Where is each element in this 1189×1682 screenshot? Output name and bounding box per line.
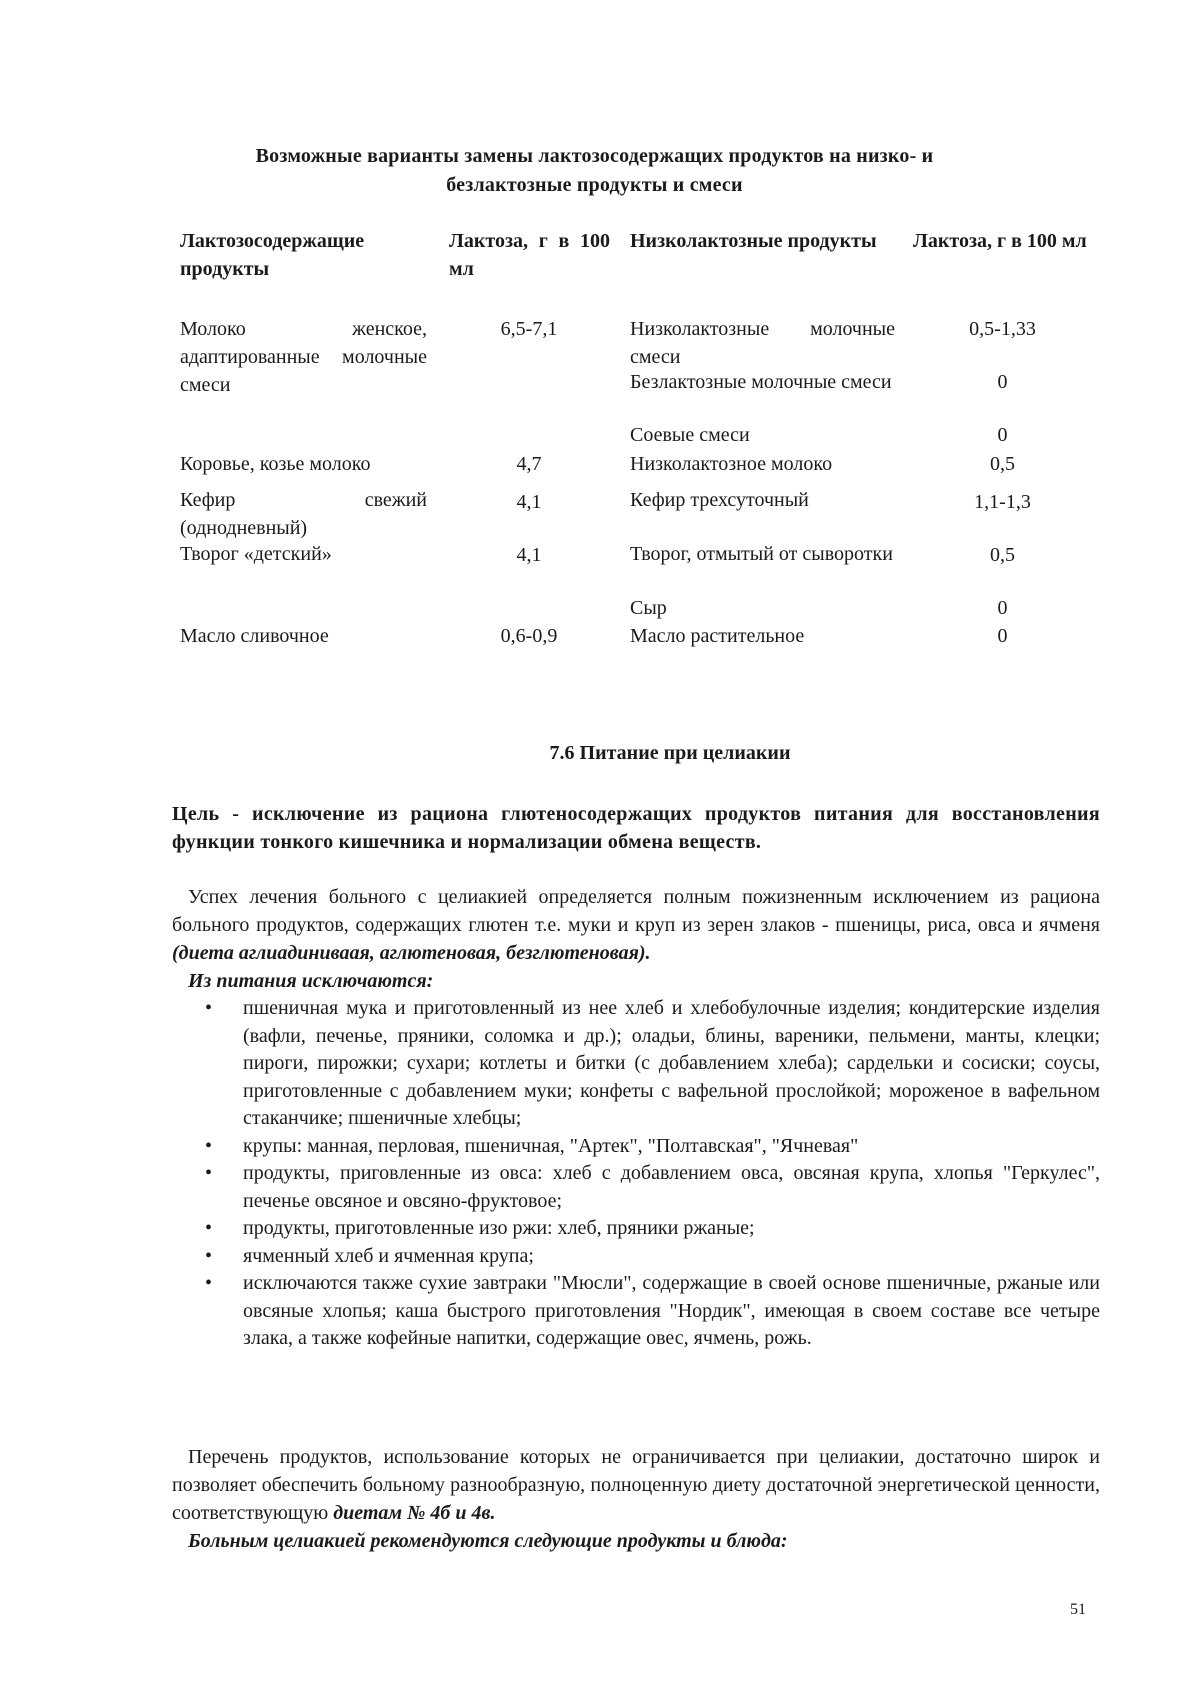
list-item bbox=[205, 1270, 1100, 1353]
table-cell-product: Творог «детский» bbox=[180, 543, 332, 565]
list-item bbox=[205, 1215, 1100, 1243]
list-item-text: продукты, приготовленные изо ржи: хлеб, пряники ржаные; bbox=[243, 1217, 755, 1239]
paragraph-emphasis: (диета аглиадиниваая, аглютеновая, безглютеновая). bbox=[172, 942, 651, 964]
table-cell-alt-product: Масло растительное bbox=[630, 625, 805, 647]
bullet-icon: • bbox=[205, 1162, 213, 1184]
table-cell-product: Масло сливочное bbox=[180, 625, 329, 647]
table-cell-lactose: 4,1 bbox=[516, 491, 542, 513]
recommended-heading: Больным целиакией рекомендуются следующие продукты и блюда: bbox=[188, 1530, 788, 1552]
table-cell-alt-product: Низколактозное молоко bbox=[630, 453, 833, 475]
table-cell-product: Коровье, козье молоко bbox=[180, 453, 371, 475]
table-cell-alt-lactose: 0 bbox=[997, 424, 1008, 446]
paragraph-text: Успех лечения больного с целиакией определяется полным пожизненным исключением из рациона больного продуктов, содержащих глютен т.е. муки и круп из зерен злаков - пшеницы, риса, овса и ячменя bbox=[172, 886, 1100, 936]
table-cell-alt-product: Кефир трехсуточный bbox=[630, 489, 809, 511]
table-cell-alt-lactose: 0,5 bbox=[990, 544, 1015, 566]
bullet-icon: • bbox=[205, 1217, 213, 1239]
table-header-low-lactose-content: Лактоза, г в 100 мл bbox=[913, 230, 1087, 252]
page-number: 51 bbox=[1070, 1601, 1086, 1618]
list-item-text: ячменный хлеб и ячменная крупа; bbox=[243, 1244, 534, 1267]
list-item bbox=[205, 1133, 1100, 1161]
table-cell-product: Молоко женское, адаптированные молочные смеси bbox=[180, 318, 427, 396]
bullet-icon: • bbox=[205, 997, 213, 1019]
table-header-lactose-content: Лактоза, г в 100 мл bbox=[449, 230, 610, 280]
section-heading: 7.6 Питание при целиакии bbox=[549, 742, 791, 764]
list-item bbox=[205, 1243, 1100, 1271]
table-cell-lactose: 4,7 bbox=[516, 453, 542, 475]
paragraph-text: Перечень продуктов, использование которых не ограничивается при целиакии, достаточно широк и позволяет обеспечить больному разнообразную, полноценную диету достаточной энергетической ценности, соответствующую bbox=[172, 1446, 1100, 1524]
table-header-low-lactose-products: Низколактозные продукты bbox=[630, 230, 877, 252]
table-cell-alt-product: Сыр bbox=[630, 597, 667, 619]
table-cell-alt-product: Безлактозные молочные смеси bbox=[630, 371, 892, 393]
list-item-text: пшеничная мука и приготовленный из нее хлеб и хлебобулочные изделия; кондитерские изделия (вафли, печенье, пряники, соломка и др.); оладьи, блины, вареники, пельмени, манты, клецки; пироги, пирожки; сухари; котлеты и битки (с добавлением хлеба); сардельки и сосиски; соусы, приготовленные с добавлением муки; конфеты с вафельной прослойкой; мороженое в вафельном стаканчике; пшеничные хлебцы; bbox=[243, 997, 1100, 1129]
table-cell-alt-product: Соевые смеси bbox=[630, 424, 750, 446]
table-cell-alt-lactose: 0 bbox=[997, 597, 1008, 619]
table-cell-alt-lactose: 0 bbox=[997, 371, 1008, 393]
table-cell-lactose: 4,1 bbox=[516, 544, 542, 566]
goal-statement: Цель - исключение из рациона глютеносодержащих продуктов питания для восстановления функции тонкого кишечника и нормализации обмена веществ. bbox=[172, 803, 1100, 853]
paragraph-allowed-products bbox=[172, 1443, 1100, 1527]
list-item bbox=[205, 1160, 1100, 1215]
table-cell-alt-lactose: 0 bbox=[997, 625, 1008, 647]
paragraph-emphasis: диетам № 4б и 4в. bbox=[333, 1502, 496, 1524]
table-cell-alt-product: Творог, отмытый от сыворотки bbox=[630, 543, 893, 565]
bullet-icon: • bbox=[205, 1134, 213, 1157]
table-cell-lactose: 0,6-0,9 bbox=[500, 625, 558, 647]
list-item bbox=[205, 995, 1100, 1133]
bullet-icon: • bbox=[205, 1272, 213, 1294]
list-item-text: крупы: манная, перловая, пшеничная, "Артек", "Полтавская", "Ячневая" bbox=[243, 1134, 859, 1157]
excluded-heading: Из питания исключаются: bbox=[188, 970, 434, 992]
table-cell-product: Кефир свежий (однодневный) bbox=[180, 489, 427, 539]
list-item-text: продукты, приговленные из овса: хлеб с добавлением овса, овсяная крупа, хлопья "Геркулес", печенье овсяное и овсяно-фруктовое; bbox=[243, 1162, 1100, 1212]
table-cell-alt-lactose: 1,1-1,3 bbox=[974, 491, 1031, 513]
bullet-icon: • bbox=[205, 1244, 213, 1267]
table-cell-lactose: 6,5-7,1 bbox=[500, 318, 558, 340]
table-title-line-2: безлактозные продукты и смеси bbox=[446, 174, 743, 196]
list-item-text: исключаются также сухие завтраки "Мюсли", содержащие в своей основе пшеничные, ржаные или овсяные хлопья; каша быстрого приготовления "Нордик", имеющая в своем составе все четыре злака, а также кофейные напитки, содержащие овес, ячмень, рожь. bbox=[243, 1272, 1100, 1349]
excluded-list bbox=[205, 995, 1100, 1353]
table-header-lactose-products: Лактозосодержащие продукты bbox=[180, 230, 365, 280]
table-cell-alt-lactose: 0,5 bbox=[990, 453, 1015, 475]
table-title-line-1: Возможные варианты замены лактозосодержащих продуктов на низко- и bbox=[255, 145, 934, 167]
table-cell-alt-product: Низколактозные молочные смеси bbox=[630, 318, 895, 368]
paragraph-celiac-treatment bbox=[172, 883, 1100, 967]
table-title bbox=[0, 142, 1189, 200]
table-cell-alt-lactose: 0,5-1,33 bbox=[969, 318, 1036, 340]
